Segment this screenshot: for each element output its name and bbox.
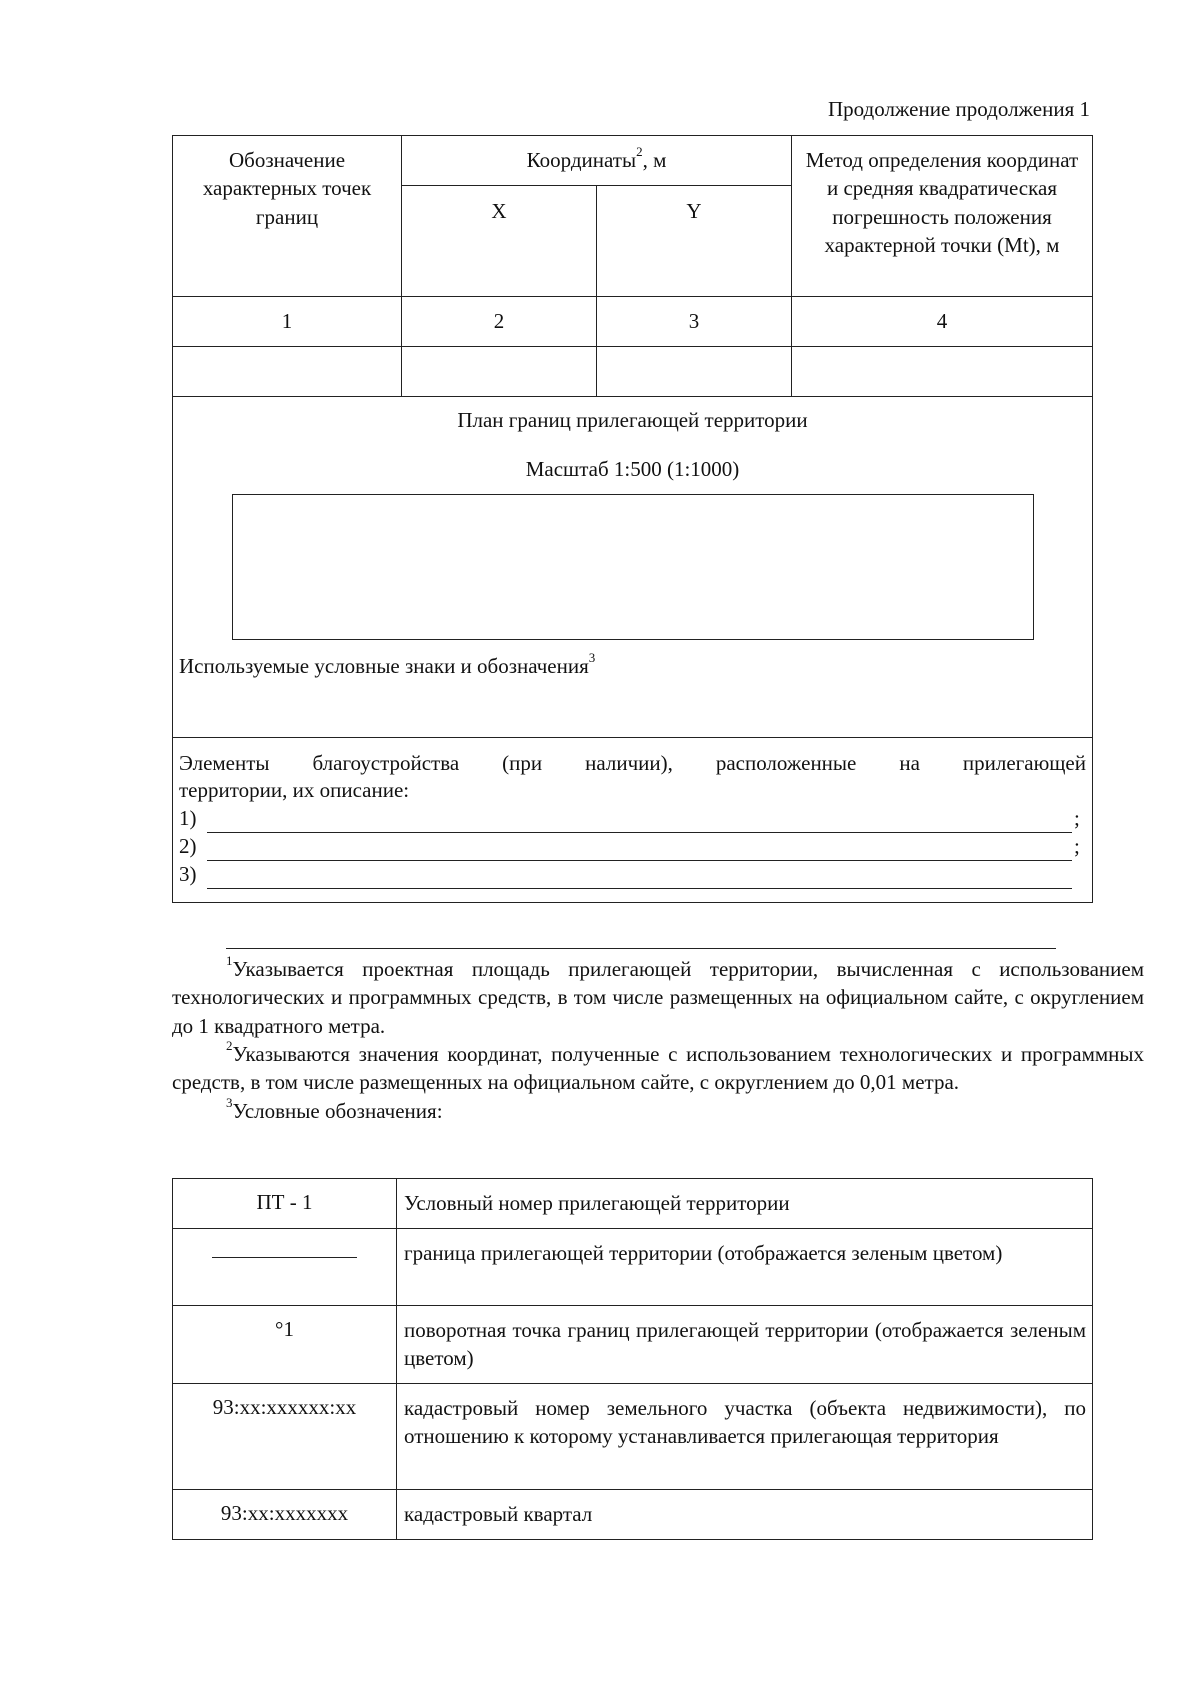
legend-row — [173, 1384, 1093, 1490]
footnote-3: $^3$Условные обозначения: — [226, 1094, 443, 1123]
empty-cell[interactable] — [402, 347, 597, 397]
legend-description: граница прилегающей территории (отображается зеленым цветом) — [397, 1229, 1093, 1306]
legend-row — [173, 1229, 1093, 1306]
empty-data-row — [173, 347, 1093, 397]
legend-row — [173, 1490, 1093, 1540]
element-line[interactable] — [179, 833, 1086, 861]
continuation-title: Продолжение продолжения 1 — [827, 97, 1090, 121]
plan-title: План границ прилегающей территории — [457, 408, 808, 432]
legend-symbol: 93:хх:ххххххх — [173, 1490, 397, 1540]
legend-description: кадастровый номер земельного участка (объекта недвижимости), по отношению к которому устанавливается прилегающая территория — [397, 1384, 1093, 1490]
legend-row — [173, 1179, 1093, 1229]
col-number: 3 — [597, 297, 792, 347]
header-method: Метод определения координат и средняя квадратическая погрешность положения характерной точки (Mt), м — [792, 136, 1093, 297]
legend-description: поворотная точка границ прилегающей территории (отображается зеленым цветом) — [397, 1306, 1093, 1384]
empty-cell[interactable] — [597, 347, 792, 397]
coordinates-table — [172, 135, 1093, 903]
header-point-designation: Обозначение характерных точек границ — [173, 136, 402, 297]
element-input-line[interactable] — [207, 866, 1072, 889]
improvement-elements-section — [173, 738, 1093, 903]
legend-label: Используемые условные знаки и обозначения$^3$ — [179, 650, 596, 678]
col-number: 4 — [792, 297, 1093, 347]
header-coordinates: Координаты$^2$, м — [402, 136, 792, 186]
element-end: ; — [1074, 834, 1080, 859]
element-number: 2) — [179, 834, 197, 859]
element-input-line[interactable] — [207, 810, 1072, 833]
legend-symbol-boundary-line — [173, 1229, 397, 1306]
elements-intro-continued: территории, их описание: — [179, 778, 410, 803]
element-end: ; — [1074, 806, 1080, 831]
header-y: Y — [597, 186, 792, 297]
element-number: 3) — [179, 862, 197, 887]
plan-scale: Масштаб 1:500 (1:1000) — [525, 457, 740, 482]
col-number: 1 — [173, 297, 402, 347]
legend-symbol: ПТ - 1 — [173, 1179, 397, 1229]
element-number: 1) — [179, 806, 197, 831]
legend-symbol: °1 — [173, 1306, 397, 1384]
elements-intro: Элементы благоустройства (при наличии), расположенные на прилегающей — [179, 751, 1086, 775]
empty-cell[interactable] — [173, 347, 402, 397]
col-number: 2 — [402, 297, 597, 347]
element-line[interactable] — [179, 805, 1086, 833]
element-input-line[interactable] — [207, 838, 1072, 861]
legend-symbol: 93:хх:хххххх:хх — [173, 1384, 397, 1490]
footnotes — [172, 955, 1144, 1125]
legend-description: кадастровый квартал — [397, 1490, 1093, 1540]
footnote-separator — [226, 948, 1056, 949]
legend-table — [172, 1178, 1093, 1540]
footnote-2: $^2$Указываются значения координат, полученные с использованием технологических и программных средств, в том числе размещенных на официальном сайте, с округлением до 0,01 метра. — [172, 1038, 1144, 1095]
plan-drawing-area[interactable] — [232, 494, 1034, 640]
legend-description: Условный номер прилегающей территории — [397, 1179, 1093, 1229]
header-x: X — [402, 186, 597, 297]
boundary-line-icon — [212, 1229, 357, 1258]
empty-cell[interactable] — [792, 347, 1093, 397]
element-line[interactable] — [179, 861, 1086, 889]
plan-section — [173, 397, 1093, 738]
legend-row — [173, 1306, 1093, 1384]
footnote-1: $^1$Указывается проектная площадь прилегающей территории, вычисленная с использованием технологических и программных средств, в том числе размещенных на официальном сайте, с округлением до 1 квадратного метра. — [172, 953, 1144, 1038]
column-number-row — [173, 297, 1093, 347]
